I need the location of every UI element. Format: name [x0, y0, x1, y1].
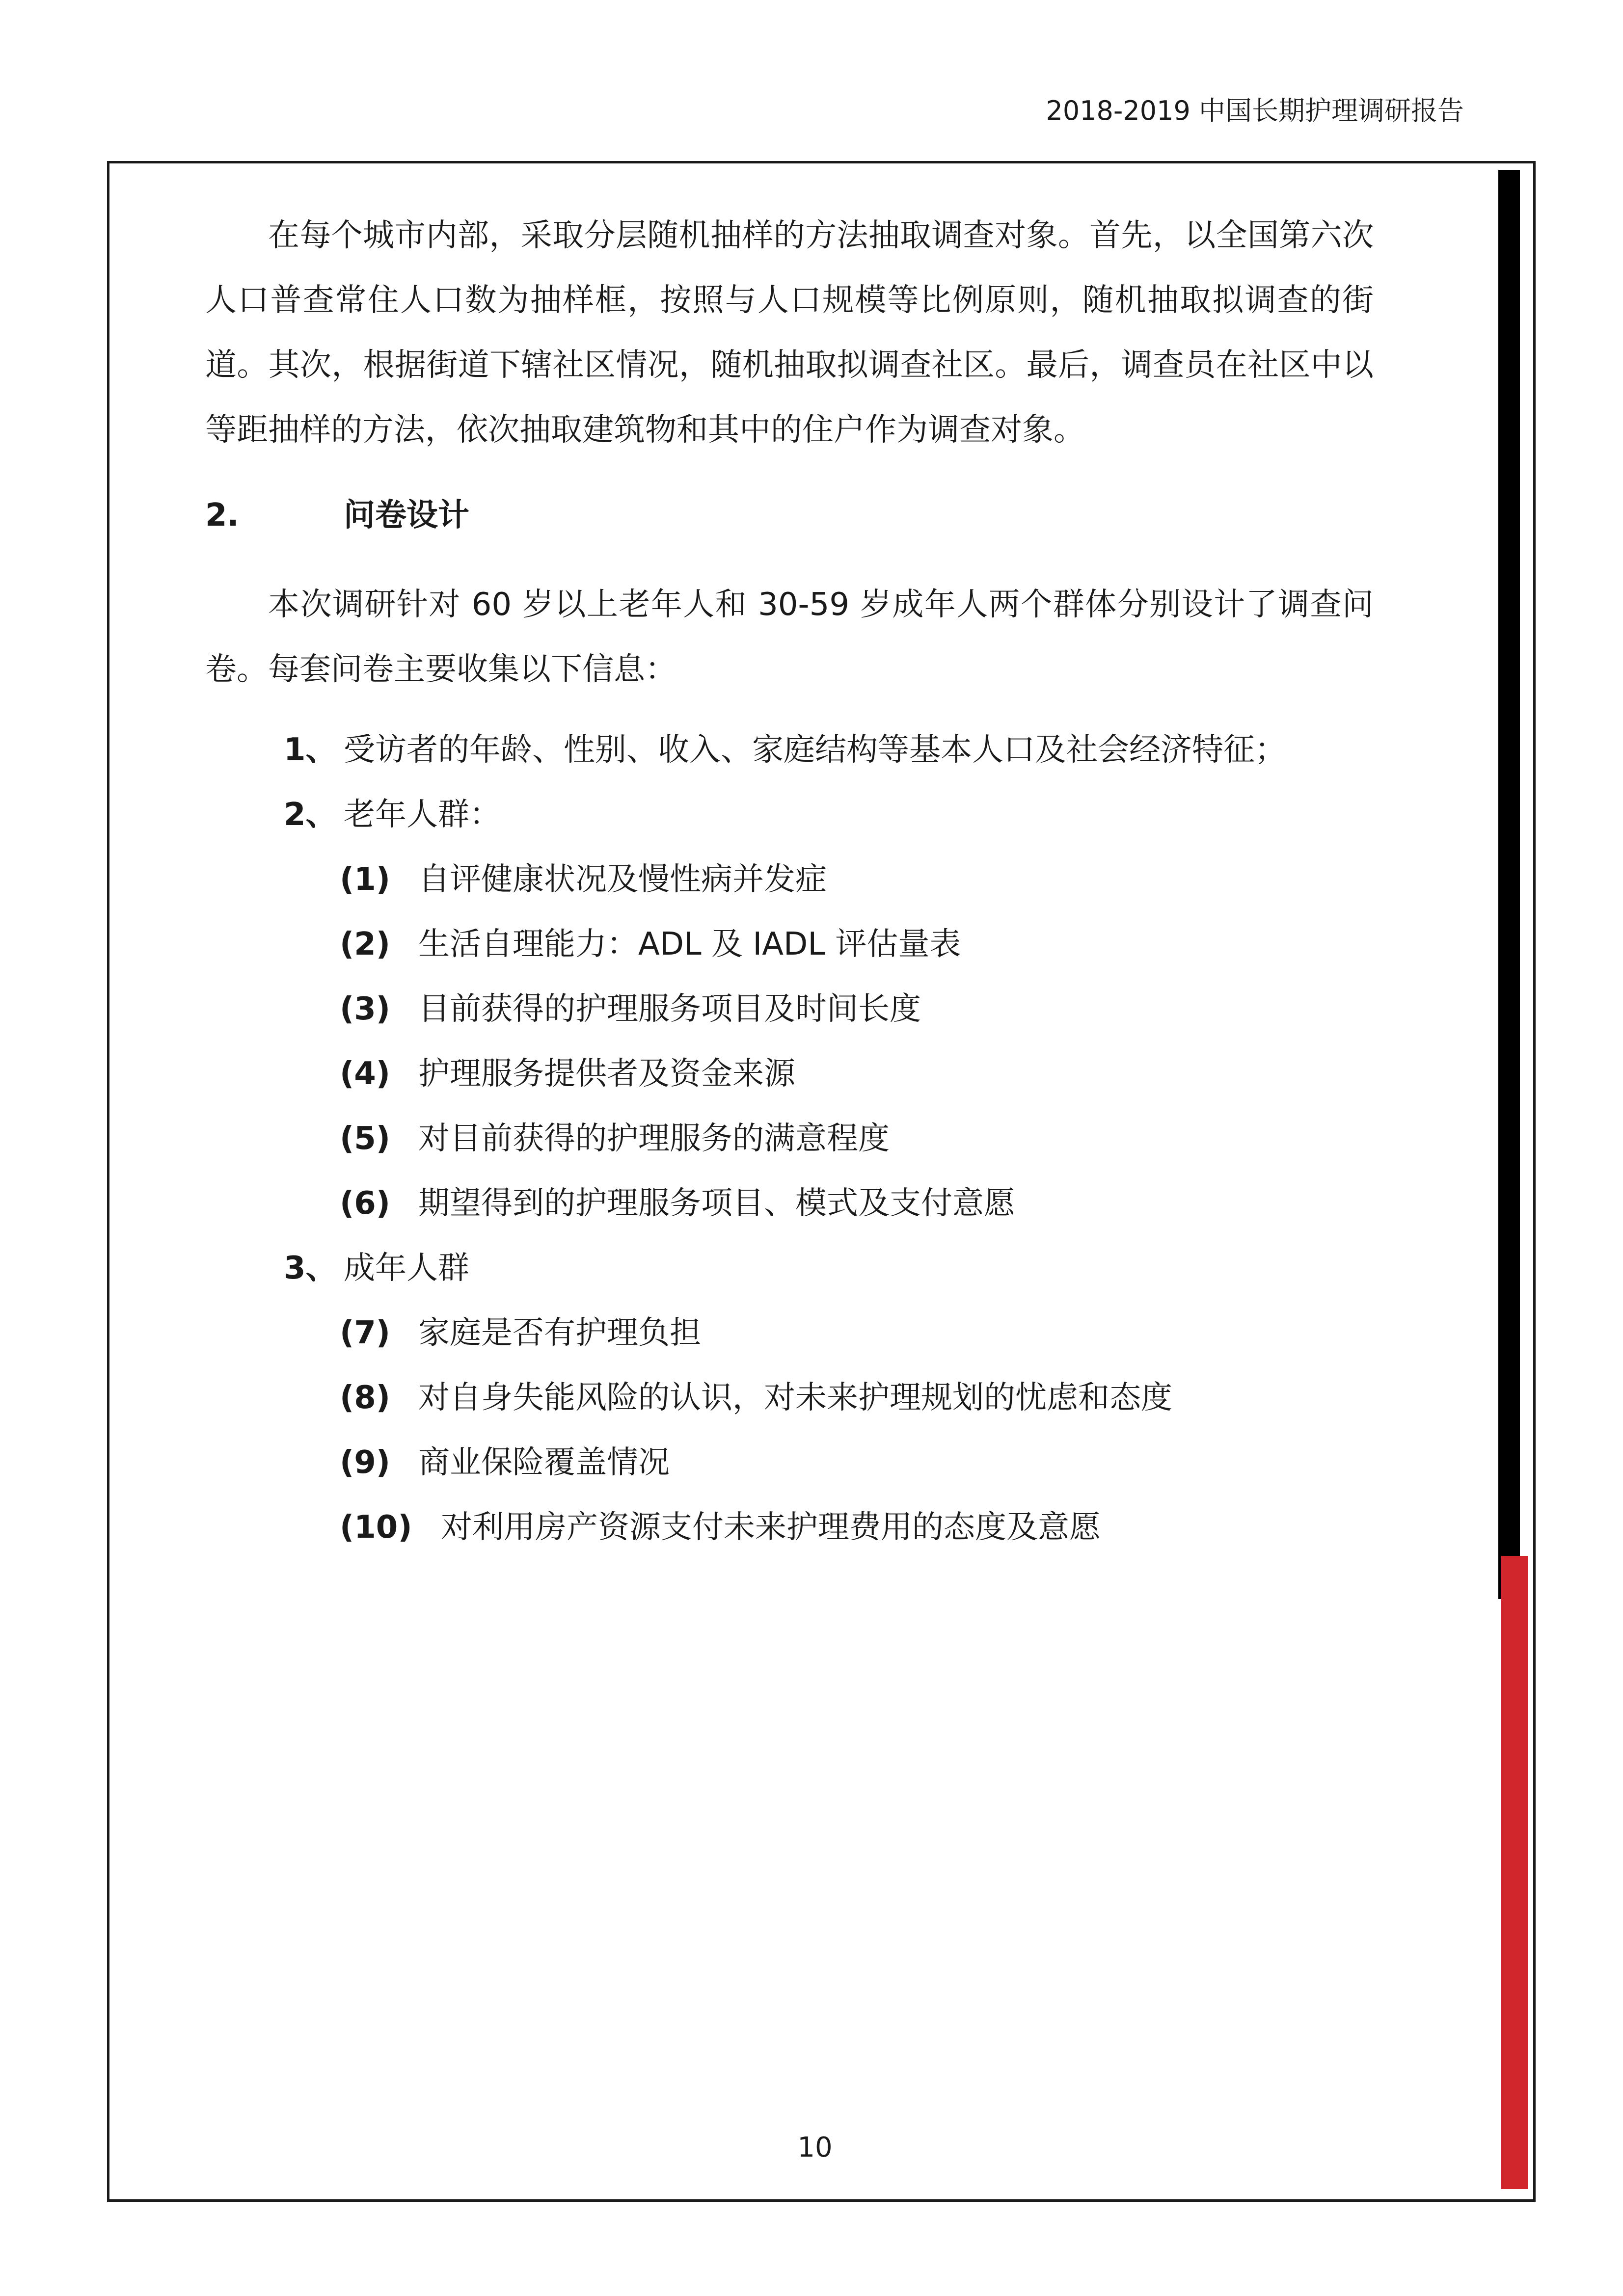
sub-item-text: 商业保险覆盖情况: [418, 1444, 670, 1481]
list-item-text: 成年人群: [344, 1250, 469, 1286]
sub-item-number: (10): [340, 1509, 412, 1546]
side-bar-red: [1501, 1556, 1528, 2189]
section-number: 2.: [205, 497, 239, 534]
sampling-paragraph: 在每个城市内部，采取分层随机抽样的方法抽取调查对象。首先，以全国第六次人口普查常住人口数为抽样框，按照与人口规模等比例原则，随机抽取拟调查的街道。其次，根据街道下辖社区情况，随机抽取拟调查社区。最后，调查员在社区中以等距抽样的方法，依次抽取建筑物和其中的住户作为调查对象。: [205, 217, 1374, 448]
sub-list-item: [205, 912, 1374, 977]
sub-item-number: (7): [340, 1315, 391, 1351]
sub-item-text: 目前获得的护理服务项目及时间长度: [418, 991, 921, 1027]
sub-list-item: [205, 847, 1374, 912]
side-bar-black: [1498, 170, 1520, 1599]
list-item: [205, 718, 1374, 782]
section-title: 问卷设计: [344, 497, 469, 534]
section-heading: [205, 483, 1374, 548]
list-item: [205, 782, 1374, 847]
page-content: [205, 203, 1374, 1560]
sub-item-number: (4): [340, 1056, 391, 1092]
sub-item-text: 生活自理能力：ADL 及 IADL 评估量表: [418, 926, 961, 962]
sub-item-text: 家庭是否有护理负担: [418, 1315, 701, 1351]
sub-list-item: [205, 1041, 1374, 1106]
sub-list-item: [205, 1430, 1374, 1495]
sub-item-text: 对目前获得的护理服务的满意程度: [418, 1121, 890, 1157]
list-item-number: 1、: [284, 732, 337, 768]
sub-item-number: (1): [340, 861, 391, 898]
page-number: 10: [797, 2132, 833, 2163]
sub-list-item: [205, 1301, 1374, 1365]
sub-item-text: 期望得到的护理服务项目、模式及支付意愿: [418, 1185, 1015, 1222]
sub-list-item: [205, 1171, 1374, 1236]
list-item-number: 3、: [284, 1250, 337, 1286]
sub-item-text: 对利用房产资源支付未来护理费用的态度及意愿: [441, 1509, 1101, 1546]
sub-item-text: 自评健康状况及慢性病并发症: [418, 861, 827, 898]
sub-item-number: (5): [340, 1121, 391, 1157]
list-item-text: 老年人群：: [344, 797, 501, 833]
sub-item-number: (9): [340, 1444, 391, 1481]
sub-list-item: [205, 1106, 1374, 1171]
sub-item-text: 护理服务提供者及资金来源: [418, 1056, 795, 1092]
list-item: [205, 1236, 1374, 1301]
sub-item-number: (2): [340, 926, 391, 962]
questionnaire-intro-paragraph: 本次调研针对 60 岁以上老年人和 30-59 岁成年人两个群体分别设计了调查问卷。每套问卷主要收集以下信息：: [205, 587, 1374, 688]
list-item-text: 受访者的年龄、性别、收入、家庭结构等基本人口及社会经济特征；: [344, 732, 1286, 768]
sub-list-item: [205, 1365, 1374, 1430]
sub-list-item: [205, 1495, 1374, 1560]
sub-list-item: [205, 977, 1374, 1041]
list-item-number: 2、: [284, 797, 337, 833]
sub-item-number: (8): [340, 1380, 391, 1416]
sub-item-text: 对自身失能风险的认识，对未来护理规划的忧虑和态度: [418, 1380, 1172, 1416]
sub-item-number: (6): [340, 1185, 391, 1222]
questionnaire-content-list: [205, 718, 1374, 1560]
sub-item-number: (3): [340, 991, 391, 1027]
report-header-title: 2018-2019 中国长期护理调研报告: [1046, 95, 1464, 126]
